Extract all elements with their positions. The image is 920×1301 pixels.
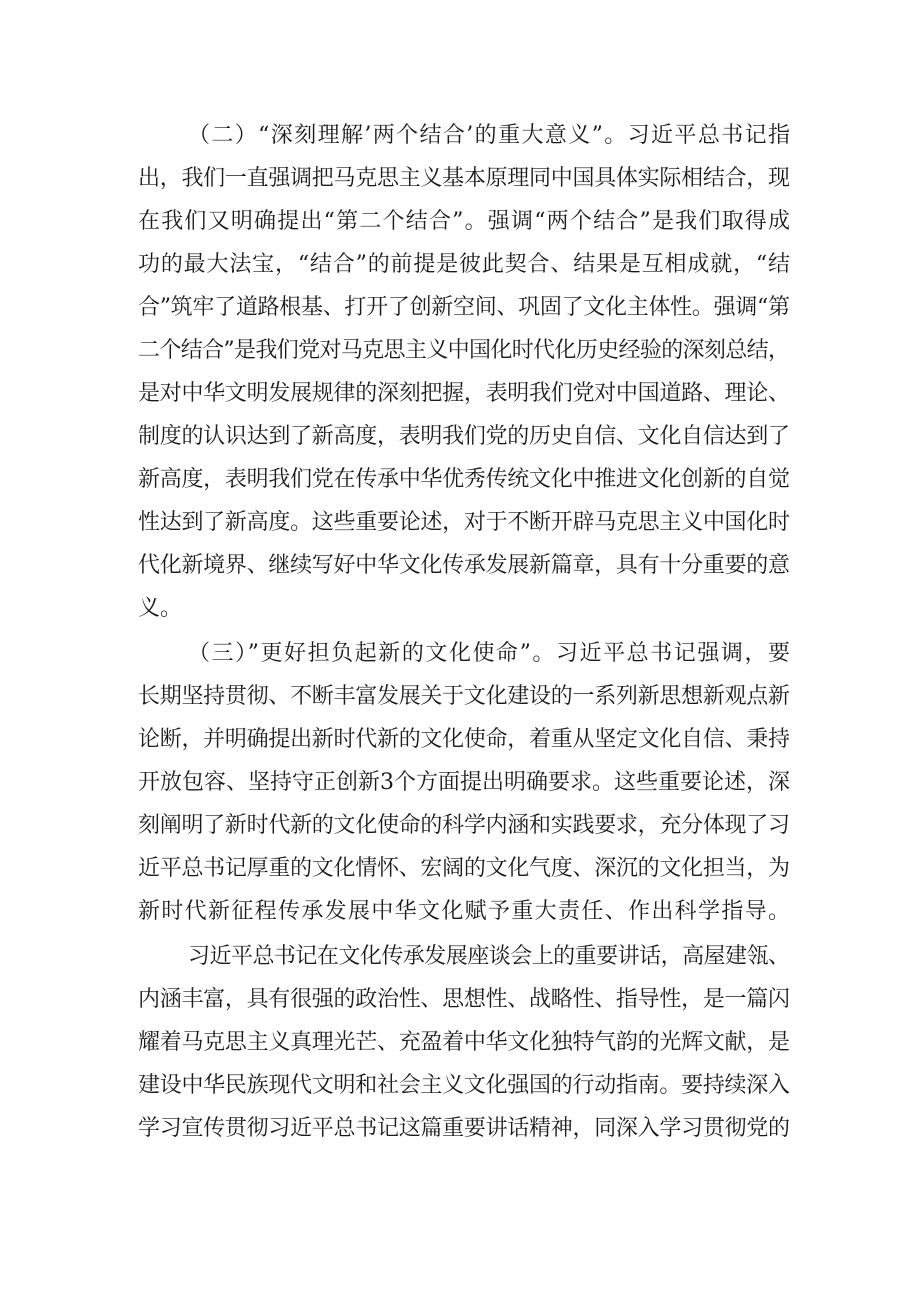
paragraph-line [0, 202, 920, 242]
paragraph-text: 开放包容、坚持守正创新3个方面提出明确要求。这些重要论述，深 [138, 770, 790, 795]
paragraph-text: 出，我们一直强调把马克思主义基本原理同中国具体实际相结合，现 [138, 166, 790, 191]
paragraph-line [0, 634, 920, 674]
paragraph-line [0, 720, 920, 760]
paragraph-line [0, 806, 920, 846]
paragraph-line [0, 374, 920, 414]
paragraph-line [0, 417, 920, 457]
paragraph-text: 论断，并明确提出新时代新的文化使命，着重从坚定文化自信、秉持 [138, 727, 790, 752]
paragraph-text: 学习宣传贯彻习近平总书记这篇重要讲话精神，同深入学习贯彻党的 [138, 1116, 790, 1141]
paragraph-text: 长期坚持贯彻、不断丰富发展关于文化建设的一系列新思想新观点新 [138, 684, 790, 709]
paragraph-text: （三）”更好担负起新的文化使命”。习近平总书记强调，要 [188, 641, 792, 666]
paragraph-line [0, 546, 920, 586]
paragraph-text: 性达到了新高度。这些重要论述，对于不断开辟马克思主义中国化时 [138, 510, 790, 535]
paragraph-line [0, 1109, 920, 1149]
paragraph-text: 建设中华民族现代文明和社会主义文化强国的行动指南。要持续深入 [138, 1073, 790, 1098]
paragraph-text: 耀着马克思主义真理光芒、充盈着中华文化独特气韵的光辉文献，是 [138, 1030, 790, 1055]
paragraph-line [0, 849, 920, 889]
paragraph-line [0, 159, 920, 199]
paragraph-text: 合”筑牢了道路根基、打开了创新空间、巩固了文化主体性。强调“第 [138, 295, 790, 320]
paragraph-text: 二个结合”是我们党对马克思主义中国化时代化历史经验的深刻总结， [138, 338, 790, 363]
paragraph-line [0, 1023, 920, 1063]
paragraph-line [0, 245, 920, 285]
paragraph-line [0, 331, 920, 371]
paragraph-line [0, 892, 920, 932]
paragraph-text: 是对中华文明发展规律的深刻把握，表明我们党对中国道路、理论、 [138, 381, 790, 406]
paragraph-text: 制度的认识达到了新高度，表明我们党的历史自信、文化自信达到了 [138, 424, 790, 449]
paragraph-line [0, 677, 920, 717]
paragraph-text: 代化新境界、继续写好中华文化传承发展新篇章，具有十分重要的意 [138, 553, 790, 578]
paragraph-line [0, 288, 920, 328]
paragraph-text: 刻阐明了新时代新的文化使命的科学内涵和实践要求，充分体现了习 [138, 813, 790, 838]
paragraph-line [0, 763, 920, 803]
paragraph-line [0, 503, 920, 543]
paragraph-line [0, 460, 920, 500]
paragraph-text: 功的最大法宝，“结合”的前提是彼此契合、结果是互相成就，“结 [138, 252, 791, 277]
paragraph-text: 习近平总书记在文化传承发展座谈会上的重要讲话，高屋建瓴、 [188, 944, 790, 969]
paragraph-line [0, 937, 920, 977]
paragraph-text: 内涵丰富，具有很强的政治性、思想性、战略性、指导性，是一篇闪 [138, 987, 790, 1012]
paragraph-line [0, 116, 920, 156]
paragraph-line [0, 589, 920, 629]
paragraph-text: 义。 [138, 596, 183, 621]
paragraph-text: 新高度，表明我们党在传承中华优秀传统文化中推进文化创新的自觉 [138, 467, 790, 492]
paragraph-line [0, 1066, 920, 1106]
paragraph-text: 近平总书记厚重的文化情怀、宏阔的文化气度、深沉的文化担当，为 [138, 856, 790, 881]
paragraph-text: 新时代新征程传承发展中华文化赋予重大责任、作出科学指导。 [138, 899, 792, 924]
paragraph-text: 在我们又明确提出“第二个结合”。强调“两个结合”是我们取得成 [138, 209, 792, 234]
paragraph-line [0, 980, 920, 1020]
paragraph-text: （二）“深刻理解’两个结合’的重大意义”。习近平总书记指 [188, 123, 792, 148]
